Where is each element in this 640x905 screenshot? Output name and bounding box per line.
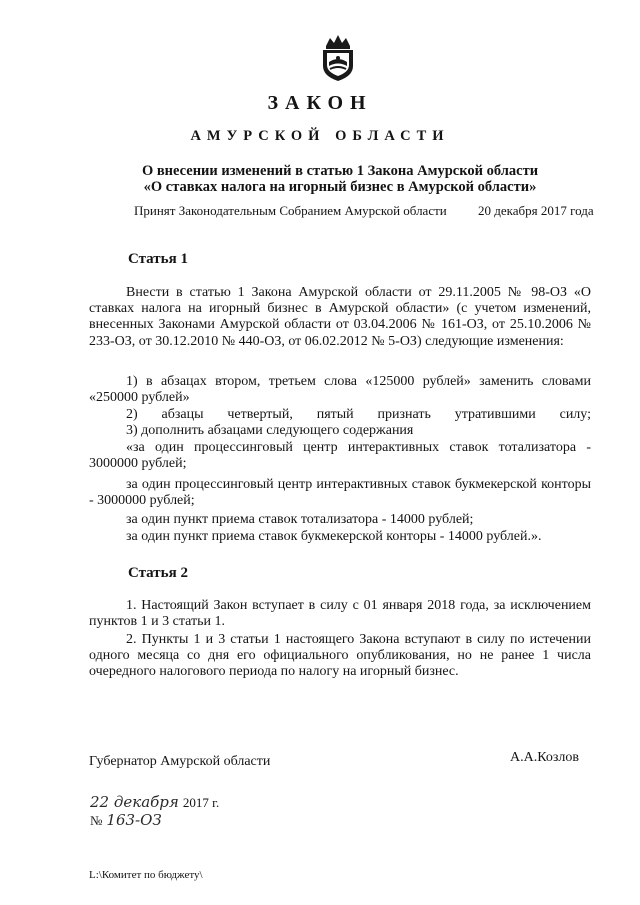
document-subtitle: АМУРСКОЙ ОБЛАСТИ [190,128,450,144]
article-1-item: 1) в абзацах втором, третьем слова «125000 рублей» заменить словами «250000 рублей» [89,374,591,406]
signature-number [90,811,162,830]
signature-position: Губернатор Амурской области [89,754,271,769]
article-1-title: Статья 1 [128,251,188,267]
document-title: ЗАКОН [267,92,373,114]
law-heading-line-2: «О ставках налога на игорный бизнес в Амурской области» [143,179,537,195]
adopted-by: Принят Законодательным Собранием Амурской области [134,203,447,218]
article-1-item: 3) дополнить абзацами следующего содержания [126,423,414,438]
article-1-quote: за один пункт приема ставок букмекерской конторы - 14000 рублей.». [126,529,542,544]
article-1-quote: за один процессинговый центр интерактивных ставок букмекерской конторы - 3000000 рублей; [89,477,591,509]
adopted-date: 20 декабря 2017 года [478,203,594,218]
article-2-paragraph: 1. Настоящий Закон вступает в силу с 01 января 2018 года, за исключением пунктов 1 и 3 статьи 1. [89,598,591,630]
signature-year: 2017 г. [182,795,220,810]
handwritten-number: 163-ОЗ [106,811,162,829]
article-1-quote: за один пункт приема ставок тотализатора - 14000 рублей; [126,512,474,527]
number-sign: № [90,813,103,828]
signature-name: А.А.Козлов [510,750,579,765]
law-heading-line-1: О внесении изменений в статью 1 Закона Амурской области [141,163,539,179]
coat-of-arms-icon [318,32,358,82]
article-2-paragraph: 2. Пункты 1 и 3 статьи 1 настоящего Закона вступают в силу по истечении одного месяца со дня его официального опубликования, но не ранее 1 числа очередного налогового периода по налогу на игорный бизнес. [89,632,591,680]
file-path: L:\Комитет по бюджету\ [89,869,203,881]
article-1-quote: «за один процессинговый центр интерактивных ставок тотализатора - 3000000 рублей; [89,440,591,472]
article-1-paragraph: Внести в статью 1 Закона Амурской области от 29.11.2005 № 98-ОЗ «О ставках налога на игорный бизнес в Амурской области» (с учетом изменений, внесенных Законами Амурской области от 03.04.2006 № 161-ОЗ, от 25.10.2006 № 233-ОЗ, от 30.12.2010 № 440-ОЗ, от 06.02.2012 № 5-ОЗ) следующие изменения: [89,285,591,349]
signature-date [90,793,219,812]
article-2-title: Статья 2 [128,565,188,581]
law-heading [100,163,580,195]
article-1-item: 2) абзацы четвертый, пятый признать утратившими силу; [126,407,591,422]
handwritten-date: 22 декабря [90,793,179,811]
